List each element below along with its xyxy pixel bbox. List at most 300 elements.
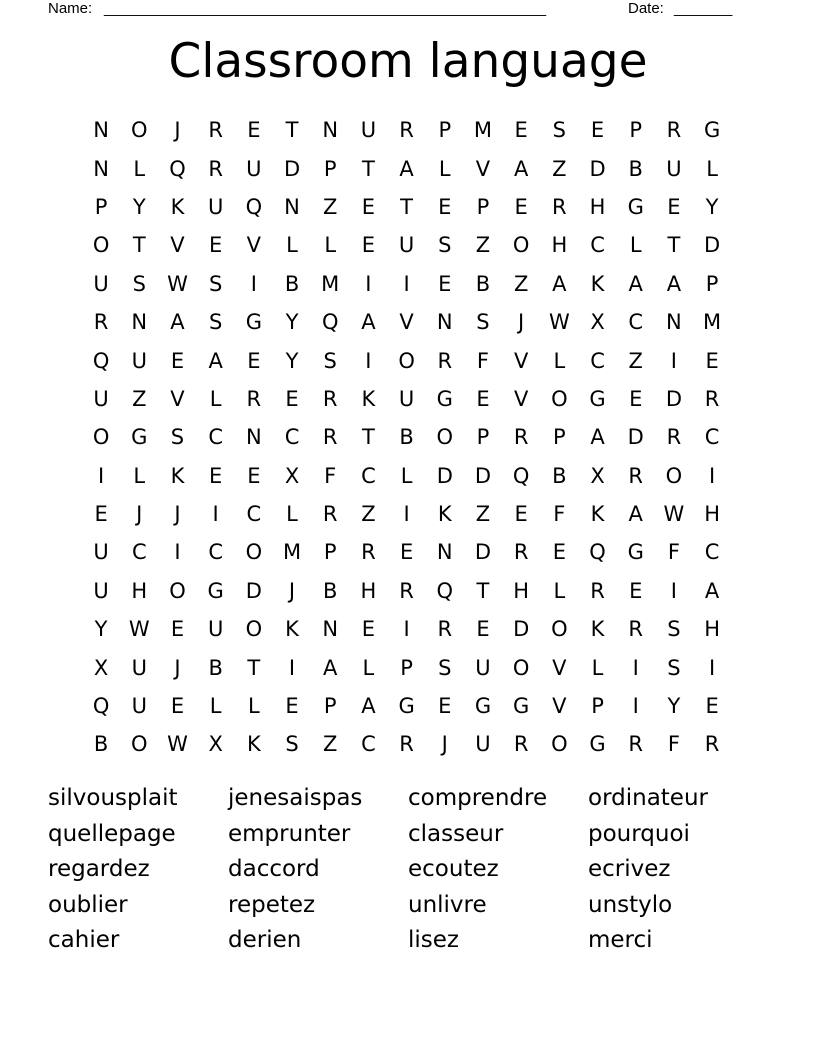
grid-letter: T bbox=[476, 578, 490, 603]
grid-letter: R bbox=[322, 386, 338, 411]
grid-letter: E bbox=[247, 118, 261, 143]
grid-letter: O bbox=[665, 463, 683, 488]
grid-letter: A bbox=[399, 156, 414, 181]
grid-letter: L bbox=[209, 386, 222, 411]
grid-letter: V bbox=[170, 233, 185, 258]
grid-letter: K bbox=[170, 463, 185, 488]
grid-letter: Z bbox=[361, 502, 376, 527]
grid-letter: B bbox=[628, 156, 643, 181]
grid-letter: H bbox=[704, 617, 720, 642]
grid-letter: P bbox=[705, 271, 719, 296]
grid-letter: U bbox=[93, 540, 109, 565]
grid-letter: Z bbox=[132, 386, 147, 411]
grid-letter: E bbox=[514, 118, 528, 143]
grid-letter: U bbox=[360, 118, 377, 143]
grid-letter: Q bbox=[169, 156, 186, 181]
grid-letter: V bbox=[513, 348, 529, 373]
word-list-item: emprunter bbox=[228, 820, 351, 847]
word-list bbox=[48, 781, 768, 959]
grid-letter: U bbox=[207, 617, 224, 642]
grid-letter: W bbox=[663, 502, 685, 527]
grid-letter: F bbox=[324, 463, 337, 488]
grid-letter: A bbox=[666, 271, 682, 296]
grid-letter: E bbox=[514, 194, 528, 219]
grid-letter: R bbox=[208, 118, 223, 143]
grid-letter: R bbox=[322, 502, 338, 527]
grid-letter: Q bbox=[92, 694, 110, 719]
date-blank-line: _______ bbox=[674, 0, 733, 17]
grid-letter: S bbox=[552, 118, 567, 143]
grid-letter: O bbox=[398, 348, 415, 373]
word-list-item: quellepage bbox=[48, 820, 176, 847]
grid-letter: E bbox=[170, 617, 185, 642]
grid-letter: F bbox=[667, 540, 680, 565]
grid-letter: R bbox=[93, 310, 109, 335]
grid-letter: S bbox=[667, 617, 681, 642]
word-list-item: ecrivez bbox=[588, 856, 671, 883]
grid-letter: X bbox=[208, 732, 223, 757]
grid-letter: V bbox=[513, 386, 529, 411]
word-list-item: ecoutez bbox=[408, 856, 499, 883]
grid-letter: G bbox=[474, 694, 492, 719]
grid-letter: X bbox=[590, 463, 605, 488]
grid-letter: D bbox=[474, 463, 492, 488]
grid-letter: P bbox=[323, 540, 337, 565]
grid-letter: Z bbox=[323, 194, 338, 219]
grid-letter: E bbox=[438, 194, 452, 219]
grid-letter: T bbox=[667, 233, 681, 258]
grid-letter: M bbox=[473, 118, 493, 143]
grid-letter: R bbox=[552, 194, 567, 219]
word-list-item: merci bbox=[588, 927, 653, 954]
grid-letter: E bbox=[629, 386, 643, 411]
grid-letter: X bbox=[284, 463, 300, 488]
word-list-item: jenesaispas bbox=[228, 785, 363, 811]
grid-letter: O bbox=[245, 540, 263, 565]
grid-letter: U bbox=[666, 156, 682, 181]
grid-letter: H bbox=[551, 233, 568, 258]
date-label: Date: bbox=[628, 0, 664, 17]
grid-letter: R bbox=[246, 386, 262, 411]
grid-letter: W bbox=[548, 310, 570, 335]
grid-letter: U bbox=[131, 655, 147, 680]
grid-letter: G bbox=[589, 386, 606, 411]
grid-letter: L bbox=[209, 694, 222, 719]
grid-letter: Z bbox=[475, 502, 491, 527]
grid-letter: P bbox=[400, 655, 413, 680]
word-list-item: repetez bbox=[228, 891, 316, 918]
grid-letter: T bbox=[361, 156, 375, 181]
grid-letter: V bbox=[170, 386, 185, 411]
word-list-item: comprendre bbox=[408, 785, 548, 811]
grid-letter: O bbox=[92, 425, 110, 450]
grid-letter: K bbox=[590, 617, 605, 642]
grid-letter: K bbox=[361, 386, 376, 411]
grid-letter: E bbox=[361, 617, 376, 642]
grid-letter: A bbox=[513, 156, 529, 181]
grid-letter: C bbox=[131, 540, 147, 565]
grid-letter: S bbox=[438, 233, 452, 258]
grid-letter: R bbox=[628, 617, 644, 642]
grid-letter: G bbox=[398, 694, 415, 719]
grid-letter: E bbox=[476, 617, 490, 642]
grid-letter: K bbox=[590, 271, 605, 296]
grid-letter: O bbox=[551, 386, 568, 411]
grid-letter: R bbox=[590, 578, 605, 603]
grid-letter: K bbox=[246, 732, 261, 757]
grid-letter: C bbox=[208, 425, 223, 450]
grid-letter: O bbox=[512, 655, 530, 680]
grid-letter: T bbox=[247, 655, 261, 680]
grid-letter: R bbox=[437, 617, 453, 642]
grid-letter: E bbox=[285, 386, 299, 411]
grid-letter: A bbox=[323, 655, 338, 680]
grid-letter: B bbox=[399, 425, 414, 450]
grid-letter: Y bbox=[705, 194, 719, 219]
grid-letter: Q bbox=[436, 578, 454, 603]
word-list-item: derien bbox=[228, 927, 302, 954]
grid-letter: R bbox=[513, 425, 529, 450]
word-list-item: regardez bbox=[48, 856, 150, 883]
grid-letter: C bbox=[590, 233, 605, 258]
grid-letter: T bbox=[285, 118, 299, 143]
grid-letter: J bbox=[174, 118, 181, 143]
grid-letter: D bbox=[513, 617, 530, 642]
grid-letter: W bbox=[167, 732, 188, 757]
grid-letter: A bbox=[361, 694, 376, 719]
grid-letter: P bbox=[476, 425, 490, 450]
grid-letter: P bbox=[553, 425, 566, 450]
grid-letter: R bbox=[399, 578, 414, 603]
grid-letter: L bbox=[247, 694, 260, 719]
grid-letter: O bbox=[551, 617, 568, 642]
grid-letter: D bbox=[665, 386, 682, 411]
grid-letter: Y bbox=[285, 310, 299, 335]
grid-letter: S bbox=[323, 348, 337, 373]
grid-letter: P bbox=[323, 156, 337, 181]
name-blank-line: _____________________________________________________ bbox=[104, 0, 547, 17]
grid-letter: I bbox=[670, 578, 677, 603]
grid-letter: N bbox=[284, 194, 300, 219]
grid-letter: O bbox=[551, 732, 568, 757]
grid-letter: R bbox=[666, 118, 682, 143]
grid-letter: N bbox=[666, 310, 682, 335]
grid-letter: S bbox=[285, 732, 299, 757]
grid-letter: T bbox=[132, 233, 146, 258]
grid-letter: H bbox=[131, 578, 148, 603]
grid-letter: I bbox=[708, 655, 716, 680]
grid-letter: E bbox=[705, 694, 719, 719]
grid-letter: B bbox=[323, 578, 338, 603]
grid-letter: P bbox=[476, 194, 490, 219]
grid-letter: U bbox=[93, 271, 109, 296]
grid-letter: O bbox=[92, 233, 110, 258]
grid-letter: A bbox=[208, 348, 223, 373]
grid-letter: L bbox=[286, 502, 298, 527]
word-list-item: daccord bbox=[228, 856, 320, 883]
grid-letter: R bbox=[704, 386, 720, 411]
grid-letter: E bbox=[629, 578, 643, 603]
grid-letter: Z bbox=[323, 732, 338, 757]
grid-letter: L bbox=[438, 156, 451, 181]
grid-letter: E bbox=[476, 386, 490, 411]
grid-letter: E bbox=[247, 348, 261, 373]
grid-letter: N bbox=[322, 617, 339, 642]
word-list-item: lisez bbox=[408, 927, 459, 954]
grid-letter: E bbox=[514, 502, 528, 527]
grid-letter: J bbox=[288, 578, 296, 603]
grid-letter: U bbox=[398, 233, 415, 258]
grid-letter: E bbox=[209, 233, 223, 258]
grid-letter: Q bbox=[589, 540, 606, 565]
grid-letter: P bbox=[94, 194, 108, 219]
word-list-item: cahier bbox=[48, 927, 120, 954]
grid-letter: E bbox=[438, 271, 452, 296]
grid-letter: J bbox=[518, 310, 525, 335]
grid-letter: E bbox=[285, 694, 299, 719]
grid-letter: V bbox=[246, 233, 262, 258]
grid-letter: J bbox=[174, 655, 181, 680]
grid-letter: I bbox=[670, 348, 677, 373]
grid-letter: E bbox=[209, 463, 223, 488]
grid-letter: H bbox=[704, 502, 720, 527]
grid-letter: M bbox=[703, 310, 722, 335]
grid-letter: A bbox=[628, 502, 643, 527]
grid-letter: D bbox=[589, 156, 606, 181]
grid-letter: A bbox=[704, 578, 720, 603]
grid-letter: J bbox=[441, 732, 448, 757]
grid-letter: M bbox=[321, 271, 340, 296]
grid-letter: B bbox=[93, 732, 109, 757]
grid-letter: S bbox=[208, 310, 223, 335]
grid-letter: K bbox=[437, 502, 452, 527]
grid-letter: U bbox=[131, 348, 147, 373]
grid-letter: K bbox=[170, 194, 185, 219]
grid-letter: D bbox=[245, 578, 262, 603]
page-title: Classroom language bbox=[168, 34, 648, 89]
grid-letter: N bbox=[322, 118, 339, 143]
grid-letter: E bbox=[438, 694, 452, 719]
word-list-item: classeur bbox=[408, 820, 504, 847]
grid-letter: R bbox=[628, 732, 644, 757]
grid-letter: Q bbox=[321, 310, 339, 335]
grid-letter: B bbox=[284, 271, 300, 296]
grid-letter: S bbox=[438, 655, 452, 680]
grid-letter: M bbox=[282, 540, 302, 565]
grid-letter: D bbox=[474, 540, 492, 565]
grid-letter: N bbox=[93, 156, 109, 181]
grid-letter: L bbox=[133, 156, 146, 181]
grid-letter: I bbox=[708, 463, 716, 488]
grid-letter: S bbox=[667, 655, 681, 680]
grid-letter: C bbox=[284, 425, 300, 450]
grid-letter: U bbox=[207, 194, 224, 219]
grid-letter: B bbox=[475, 271, 491, 296]
grid-letter: Y bbox=[285, 348, 299, 373]
word-list-item: unstylo bbox=[588, 891, 673, 918]
grid-letter: R bbox=[322, 425, 338, 450]
grid-letter: L bbox=[706, 156, 718, 181]
grid-letter: L bbox=[629, 233, 642, 258]
grid-letter: G bbox=[627, 540, 644, 565]
grid-letter: E bbox=[667, 194, 681, 219]
grid-letter: R bbox=[628, 463, 644, 488]
grid-letter: P bbox=[438, 118, 452, 143]
grid-letter: I bbox=[97, 463, 105, 488]
grid-letter: G bbox=[703, 118, 721, 143]
grid-letter: Z bbox=[628, 348, 643, 373]
grid-letter: X bbox=[590, 310, 605, 335]
grid-letter: Z bbox=[513, 271, 529, 296]
grid-letter: N bbox=[436, 540, 453, 565]
grid-letter: F bbox=[667, 732, 680, 757]
grid-letter: L bbox=[324, 233, 337, 258]
grid-letter: U bbox=[475, 732, 491, 757]
grid-letter: C bbox=[704, 540, 720, 565]
grid-letter: O bbox=[512, 233, 530, 258]
grid-letter: L bbox=[362, 655, 375, 680]
grid-letter: E bbox=[705, 348, 719, 373]
grid-letter: E bbox=[247, 463, 261, 488]
grid-letter: C bbox=[590, 348, 605, 373]
grid-letter: L bbox=[553, 348, 566, 373]
grid-letter: Q bbox=[512, 463, 530, 488]
grid-letter: N bbox=[436, 310, 453, 335]
grid-letter: A bbox=[361, 310, 376, 335]
grid-letter: S bbox=[132, 271, 146, 296]
grid-letter: V bbox=[552, 694, 567, 719]
grid-letter: H bbox=[513, 578, 530, 603]
grid-letter: T bbox=[400, 194, 413, 219]
grid-letter: G bbox=[627, 194, 644, 219]
grid-letter: S bbox=[476, 310, 490, 335]
grid-letter: G bbox=[207, 578, 224, 603]
grid-letter: R bbox=[666, 425, 682, 450]
grid-letter: S bbox=[170, 425, 185, 450]
grid-letter: X bbox=[93, 655, 109, 680]
grid-letter: O bbox=[169, 578, 186, 603]
grid-letter: G bbox=[436, 386, 453, 411]
grid-letter: R bbox=[399, 118, 414, 143]
grid-letter: E bbox=[399, 540, 414, 565]
grid-letter: J bbox=[174, 502, 181, 527]
grid-letter: D bbox=[436, 463, 453, 488]
grid-letter: W bbox=[128, 617, 150, 642]
grid-letter: I bbox=[212, 502, 219, 527]
grid-letter: Y bbox=[132, 194, 146, 219]
grid-letter: O bbox=[131, 732, 148, 757]
grid-letter: C bbox=[208, 540, 223, 565]
grid-letter: T bbox=[361, 425, 375, 450]
grid-letter: V bbox=[475, 156, 491, 181]
grid-letter: E bbox=[94, 502, 108, 527]
grid-letter: G bbox=[131, 425, 148, 450]
grid-letter: C bbox=[246, 502, 262, 527]
grid-letter: F bbox=[476, 348, 490, 373]
grid-letter: Q bbox=[92, 348, 110, 373]
grid-letter: H bbox=[589, 194, 606, 219]
word-list-item: oublier bbox=[48, 891, 128, 918]
grid-letter: G bbox=[245, 310, 262, 335]
grid-letter: N bbox=[93, 118, 109, 143]
grid-letter: I bbox=[288, 655, 296, 680]
word-search-grid bbox=[82, 111, 731, 764]
word-list-item: pourquoi bbox=[588, 820, 690, 847]
grid-letter: U bbox=[246, 156, 262, 181]
grid-letter: A bbox=[628, 271, 643, 296]
grid-letter: U bbox=[475, 655, 491, 680]
grid-letter: I bbox=[403, 617, 410, 642]
grid-letter: R bbox=[208, 156, 223, 181]
grid-letter: G bbox=[513, 694, 530, 719]
word-list-item: ordinateur bbox=[588, 785, 708, 811]
grid-letter: L bbox=[400, 463, 413, 488]
grid-letter: U bbox=[131, 694, 147, 719]
grid-letter: I bbox=[365, 348, 372, 373]
grid-letter: R bbox=[361, 540, 376, 565]
grid-letter: K bbox=[285, 617, 299, 642]
grid-letter: R bbox=[513, 732, 529, 757]
grid-letter: F bbox=[553, 502, 566, 527]
grid-letter: R bbox=[704, 732, 720, 757]
grid-letter: Y bbox=[94, 617, 108, 642]
grid-letter: I bbox=[632, 694, 639, 719]
grid-letter: H bbox=[360, 578, 377, 603]
grid-letter: U bbox=[93, 386, 109, 411]
grid-letter: U bbox=[398, 386, 415, 411]
grid-letter: E bbox=[170, 348, 185, 373]
grid-letter: I bbox=[403, 502, 410, 527]
word-list-item: silvousplait bbox=[48, 785, 178, 811]
grid-letter: E bbox=[361, 233, 376, 258]
grid-letter: Z bbox=[475, 233, 491, 258]
grid-letter: I bbox=[632, 655, 639, 680]
grid-letter: R bbox=[399, 732, 414, 757]
grid-letter: R bbox=[437, 348, 453, 373]
grid-letter: L bbox=[133, 463, 146, 488]
grid-letter: O bbox=[131, 118, 148, 143]
grid-letter: W bbox=[167, 271, 188, 296]
grid-letter: L bbox=[286, 233, 298, 258]
grid-letter: I bbox=[365, 271, 372, 296]
grid-letter: V bbox=[552, 655, 567, 680]
grid-letter: N bbox=[245, 425, 262, 450]
grid-letter: N bbox=[131, 310, 148, 335]
grid-letter: B bbox=[208, 655, 223, 680]
grid-letter: G bbox=[589, 732, 606, 757]
grid-letter: V bbox=[399, 310, 414, 335]
grid-letter: C bbox=[628, 310, 644, 335]
grid-letter: D bbox=[627, 425, 644, 450]
grid-letter: P bbox=[629, 118, 643, 143]
grid-letter: O bbox=[436, 425, 454, 450]
word-list-item: unlivre bbox=[408, 891, 487, 918]
grid-letter: D bbox=[283, 156, 301, 181]
grid-letter: A bbox=[590, 425, 605, 450]
grid-letter: I bbox=[250, 271, 257, 296]
grid-letter: Q bbox=[245, 194, 263, 219]
grid-letter: U bbox=[93, 578, 109, 603]
grid-letter: L bbox=[591, 655, 604, 680]
grid-letter: P bbox=[591, 694, 604, 719]
grid-letter: O bbox=[245, 617, 263, 642]
grid-letter: J bbox=[136, 502, 143, 527]
grid-letter: E bbox=[590, 118, 605, 143]
grid-letter: E bbox=[361, 194, 376, 219]
grid-letter: Z bbox=[552, 156, 567, 181]
grid-letter: E bbox=[170, 694, 185, 719]
grid-letter: K bbox=[590, 502, 605, 527]
